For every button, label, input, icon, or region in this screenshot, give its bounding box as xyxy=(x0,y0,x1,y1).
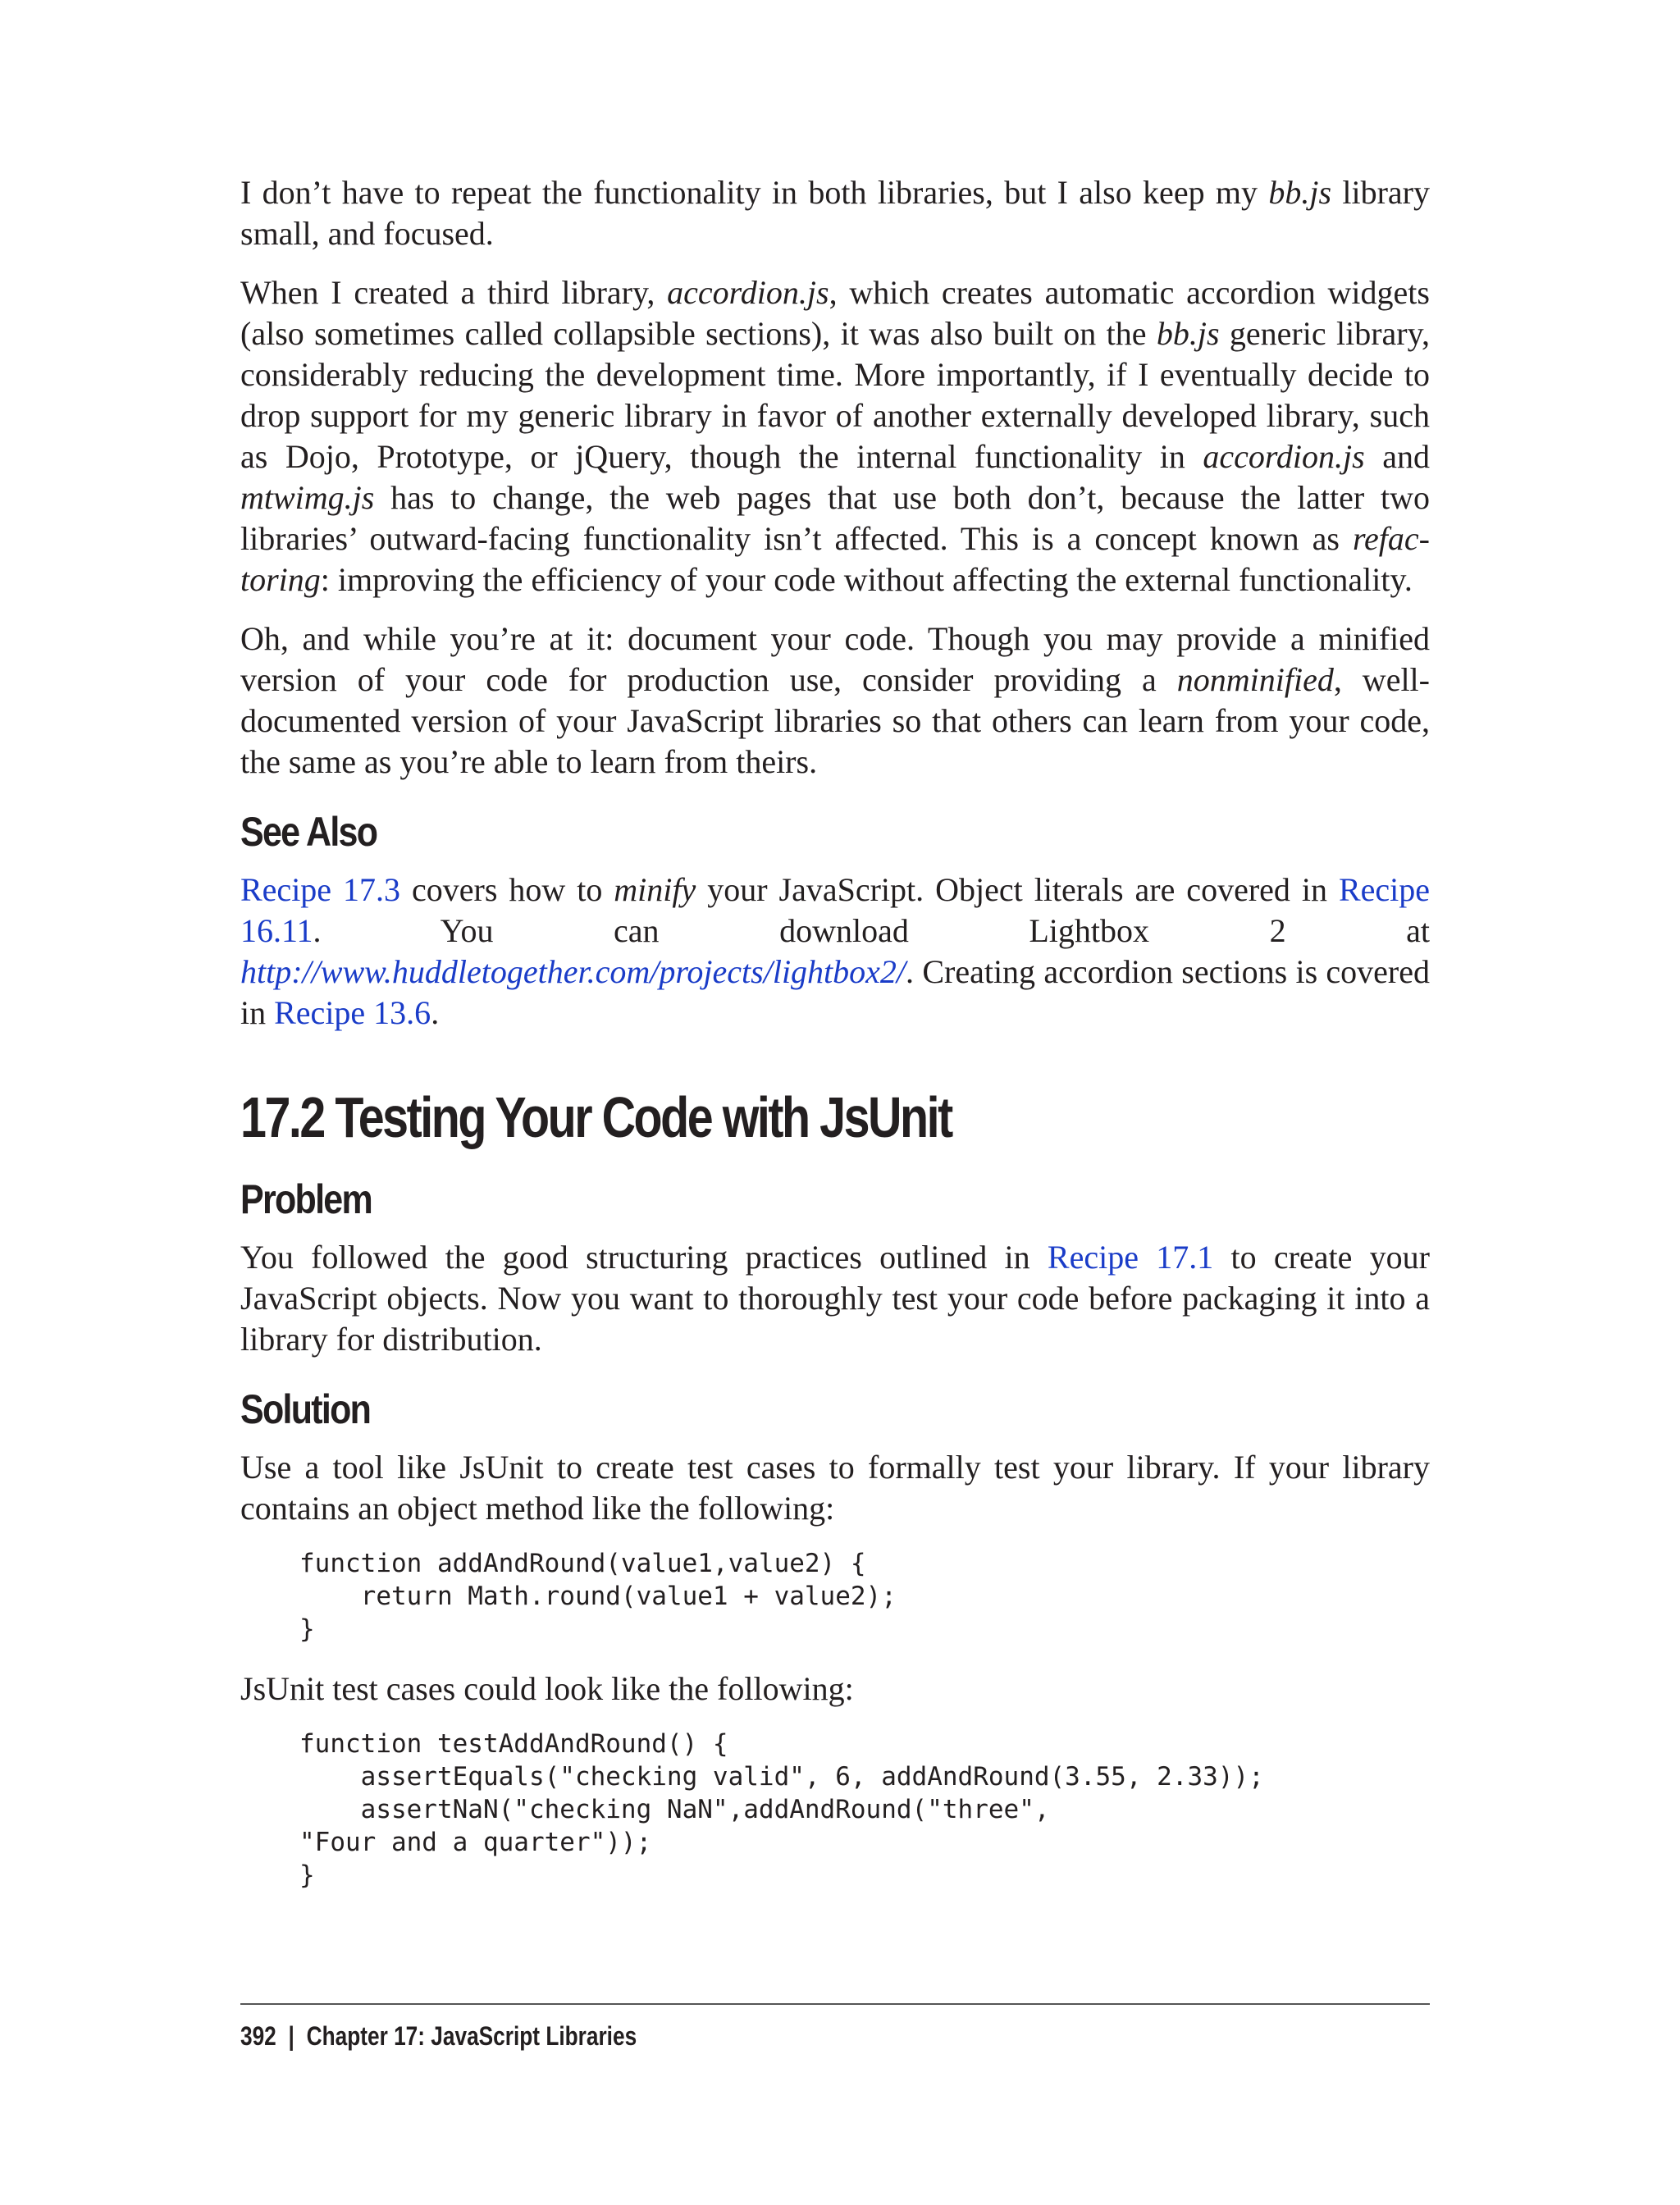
paragraph-jsunit-intro: JsUnit test cases could look like the following: xyxy=(240,1670,854,1707)
text-run: has to change, the web pages that use both don’t, because the latter two libraries’ outward-facing functionality isn’t affected. This is a concept known as xyxy=(240,479,1430,557)
page-content xyxy=(240,172,1430,1915)
text-run: . xyxy=(431,994,440,1031)
link-recipe-16-11[interactable]: Recipe 16.11 xyxy=(240,871,1430,949)
paragraph-see-also xyxy=(240,870,1430,1034)
text-run: You followed the good structuring practices outlined in xyxy=(240,1239,1048,1276)
text-run: your JavaScript. Object literals are covered in xyxy=(696,871,1339,908)
text-run: covers how to xyxy=(400,871,614,908)
filename-emphasis: mtwimg.js xyxy=(240,479,375,516)
filename-emphasis: accordion.js xyxy=(1203,438,1365,475)
text-run: to create your JavaScript objects. Now you want to thoroughly test your code before packaging it into a library for distribution. xyxy=(240,1239,1430,1358)
code-block-test-add-and-round: function testAddAndRound() { assertEquals("checking valid", 6, addAndRound(3.55, 2.33)); assertNaN("checking NaN",addAndRound("three", "Four and a quarter")); } xyxy=(299,1729,1264,1890)
page-footer xyxy=(240,2003,1430,2052)
term-emphasis: nonminified xyxy=(1176,661,1334,698)
filename-emphasis: bb.js xyxy=(1156,315,1220,352)
link-recipe-13-6[interactable]: Recipe 13.6 xyxy=(274,994,431,1031)
text-run: , which creates automatic accordion widgets (also sometimes called collapsible sections), it was also built on the xyxy=(240,274,1430,352)
paragraph-accordion xyxy=(240,272,1430,600)
text-run: I don’t have to repeat the functionality in both libraries, but I also keep my xyxy=(240,174,1269,211)
recipe-title: 17.2 Testing Your Code with JsUnit xyxy=(240,1085,952,1149)
text-run: . Creating accordion sections is covered in xyxy=(240,953,1430,1031)
text-run: generic library, considerably reducing the development time. More importantly, if I eventually decide to drop support for my generic library in favor of another externally developed library, such as Dojo, Prototype, or jQuery, though the internal functionality in xyxy=(240,315,1430,475)
paragraph-problem xyxy=(240,1237,1430,1360)
text-run: , well-documented version of your JavaScript libraries so that others can learn from your code, the same as you’re able to learn from theirs. xyxy=(240,661,1430,780)
filename-emphasis: bb.js xyxy=(1268,174,1332,211)
link-recipe-17-1[interactable]: Recipe 17.1 xyxy=(1047,1239,1214,1276)
text-run: . You can download Lightbox 2 at xyxy=(313,912,1430,949)
see-also-heading: See Also xyxy=(240,809,377,855)
link-recipe-17-3[interactable]: Recipe 17.3 xyxy=(240,871,401,908)
footer-text xyxy=(240,2021,1216,2052)
filename-emphasis: accordion.js xyxy=(667,274,829,311)
text-run: library small, and focused. xyxy=(240,174,1430,252)
paragraph-document-code xyxy=(240,619,1430,783)
text-run: and xyxy=(1364,438,1430,475)
text-run: When I created a third library, xyxy=(240,274,668,311)
text-run: : improving the efficiency of your code without affecting the external functionality. xyxy=(320,561,1413,598)
text-run: Oh, and while you’re at it: document your code. Though you may provide a minified version of your code for production use, consider providing a xyxy=(240,620,1430,698)
solution-heading: Solution xyxy=(240,1386,371,1432)
term-emphasis: minify xyxy=(614,871,696,908)
page-number: 392 xyxy=(240,2021,276,2051)
term-emphasis: refactoring xyxy=(240,520,1430,598)
paragraph-intro xyxy=(240,172,1430,254)
code-block-add-and-round: function addAndRound(value1,value2) { return Math.round(value1 + value2); } xyxy=(299,1549,897,1644)
chapter-title: Chapter 17: JavaScript Libraries xyxy=(306,2021,637,2051)
paragraph-solution: Use a tool like JsUnit to create test cases to formally test your library. If your library contains an object method like the following: xyxy=(240,1449,1430,1527)
link-lightbox-url[interactable]: http://www.huddletogether.com/projects/lightbox2/ xyxy=(240,953,906,990)
footer-separator: | xyxy=(288,2021,294,2051)
problem-heading: Problem xyxy=(240,1176,372,1222)
